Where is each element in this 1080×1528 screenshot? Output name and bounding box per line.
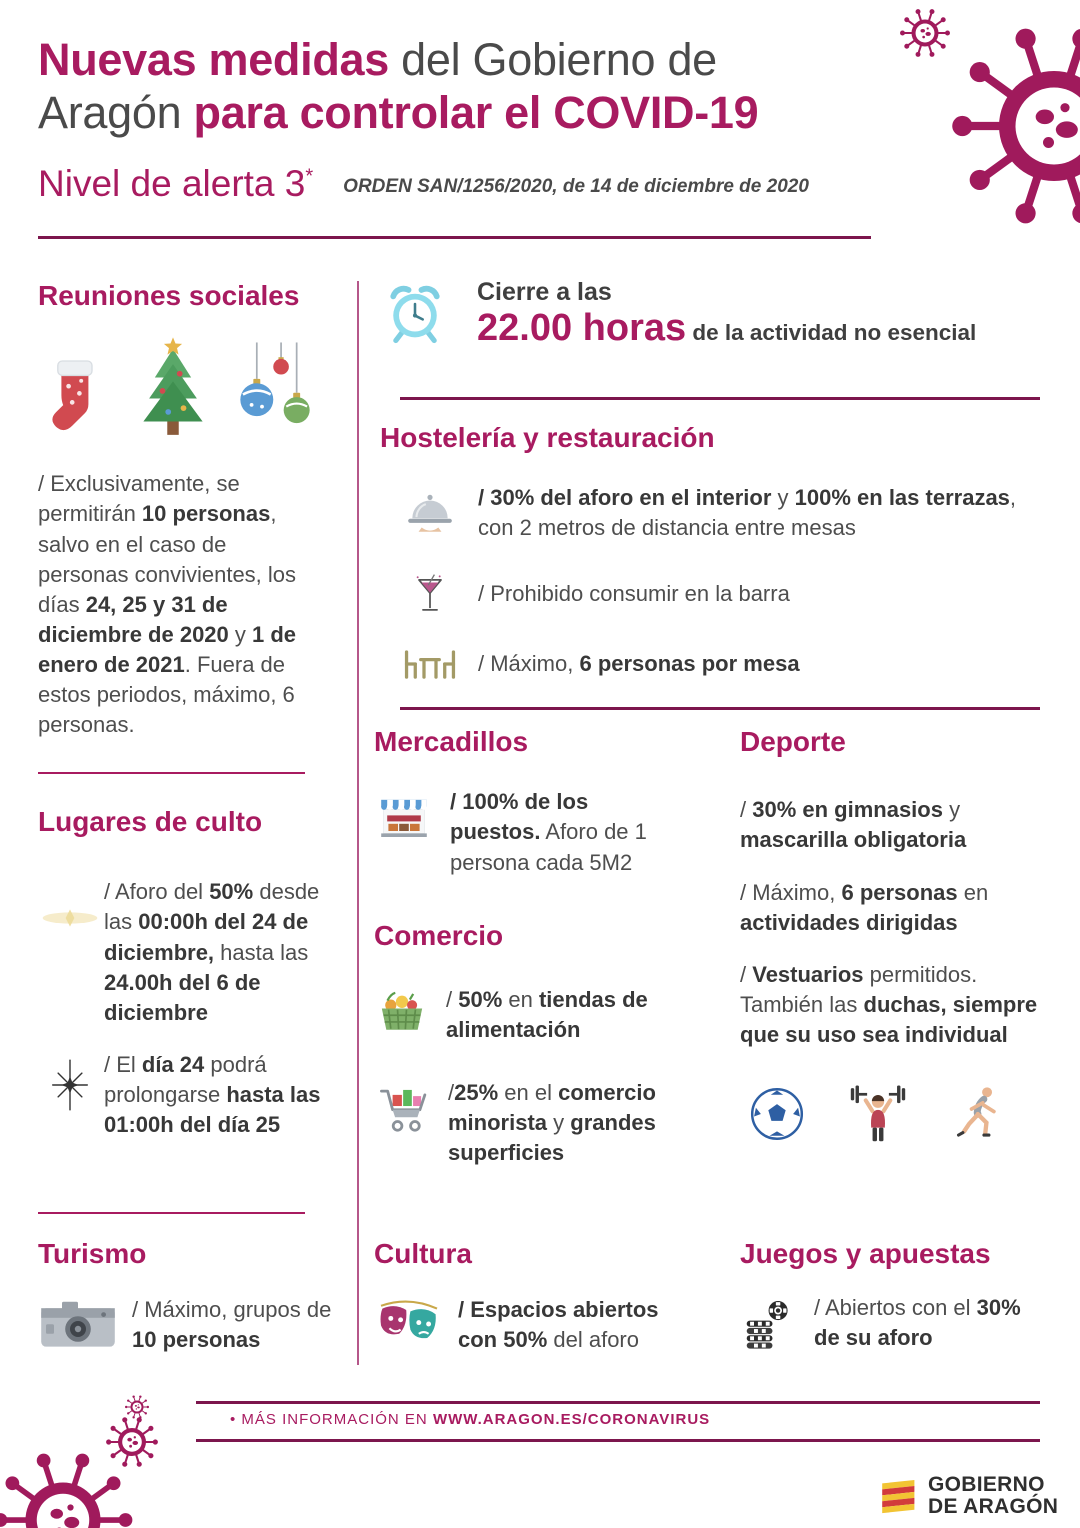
section-hosteleria [380, 422, 1042, 704]
section-title: Deporte [740, 726, 846, 757]
vertical-divider [357, 281, 359, 1365]
reuniones-text: / Exclusivamente, se permitirán 10 personas, salvo en el caso de personas convivientes, los días 24, 25 y 31 de diciembre de 2020 y 1 de enero de 2021. Fuera de estos periodos, máximo, 6 personas. [38, 471, 297, 738]
shopping-cart-icon [374, 1078, 436, 1144]
gobierno-aragon-text: GOBIERNO DE ARAGÓN [928, 1473, 1059, 1518]
section-title: Reuniones sociales [38, 280, 300, 311]
closing-line1: Cierre a las [477, 278, 612, 306]
juegos-text: / Abiertos con el 30% de su aforo [814, 1295, 1021, 1351]
christmas-tree-icon [130, 335, 216, 443]
food-basket-icon [374, 985, 430, 1041]
cloche-icon [401, 487, 459, 539]
closing-time-banner [383, 278, 1043, 350]
icon-column [38, 905, 102, 931]
hosteleria-aforo-text: / 30% del aforo en el interior y 100% en las terrazas, con 2 metros de distancia entre mesas [478, 485, 1017, 541]
virus-icon [944, 16, 1080, 236]
table-chairs-icon [400, 644, 460, 684]
virus-icon [898, 6, 952, 60]
title-line2: Aragón para controlar el COVID-19 [38, 86, 759, 138]
stocking-icon [38, 351, 110, 443]
icon-column [400, 487, 460, 539]
section-deporte [740, 726, 1046, 1148]
juegos-item [740, 1293, 1064, 1355]
comercio-item-alimentacion [374, 985, 712, 1045]
theater-masks-icon [374, 1295, 444, 1353]
culto-item-dia24 [38, 1050, 346, 1140]
footer-divider-bottom [196, 1439, 1040, 1442]
section-title: Turismo [38, 1238, 147, 1269]
icon-column [400, 644, 460, 684]
section-reuniones-sociales [38, 280, 330, 740]
weightlifter-icon [844, 1080, 912, 1148]
comercio-alimentacion-text: / 50% en tiendas de alimentación [446, 987, 648, 1043]
section-juegos-apuestas [740, 1238, 1064, 1355]
hosteleria-item-aforo [400, 483, 1042, 543]
gobierno-aragon-logo [878, 1474, 1058, 1518]
cultura-text: / Espacios abiertos con 50% del aforo [458, 1297, 659, 1353]
virus-icon [124, 1394, 150, 1420]
cultura-item [374, 1295, 712, 1355]
section-turismo [38, 1238, 363, 1356]
footer-link[interactable]: WWW.ARAGON.ES/CORONAVIRUS [432, 1411, 711, 1428]
divider [400, 397, 1040, 400]
alert-level: Nivel de alerta 3* [38, 163, 314, 205]
hosteleria-item-mesa [400, 644, 1042, 684]
section-comercio [374, 920, 712, 1168]
cocktail-icon [408, 564, 452, 624]
closing-line2: 22.00 horas de la actividad no esencial [477, 307, 977, 349]
market-stall-icon [374, 787, 434, 851]
header-divider [38, 236, 871, 239]
alarm-clock-icon [383, 278, 447, 348]
deporte-gimnasios-text: / 30% en gimnasios y mascarilla obligatoria [740, 797, 967, 853]
section-mercadillos [374, 726, 692, 878]
alert-level-row [38, 163, 908, 205]
deporte-vestuarios-text: / Vestuarios permitidos. También las duchas, siempre que su uso sea individual [740, 961, 1038, 1048]
divider [38, 1212, 305, 1214]
section-title: Hostelería y restauración [380, 422, 715, 453]
footer-info [230, 1411, 710, 1428]
section-title: Lugares de culto [38, 806, 263, 837]
title-line1: Nuevas medidas del Gobierno de [38, 34, 717, 85]
comercio-item-minorista [374, 1078, 712, 1168]
deporte-actividades-text: / Máximo, 6 personas en actividades dirigidas [740, 879, 989, 935]
comercio-minorista-text: /25% en el comercio minorista y grandes superficies [448, 1079, 656, 1165]
section-title: Cultura [374, 1238, 472, 1269]
icon-column [400, 564, 460, 624]
virus-icon [104, 1414, 160, 1470]
section-title: Mercadillos [374, 726, 529, 757]
hosteleria-item-barra [400, 564, 1042, 624]
turismo-item [38, 1295, 363, 1355]
turismo-text: / Máximo, grupos de 10 personas [132, 1297, 332, 1353]
culto-dia24-text: / El día 24 podrá prolongarse hasta las 01:00h del día 25 [104, 1051, 321, 1138]
sport-icons [740, 1080, 1046, 1148]
runner-icon [948, 1080, 1010, 1148]
closing-text [477, 278, 976, 350]
divider [400, 707, 1040, 710]
aragon-flag-icon [878, 1474, 920, 1518]
hosteleria-barra-text: / Prohibido consumir en la barra [478, 580, 790, 606]
page-title [38, 34, 908, 139]
order-reference: ORDEN SAN/1256/2020, de 14 de diciembre de 2020 [343, 176, 809, 198]
soccer-ball-icon [746, 1083, 808, 1145]
hosteleria-mesa-text: / Máximo, 6 personas por mesa [478, 650, 800, 676]
section-title: Comercio [374, 920, 504, 951]
poker-chips-icon [740, 1293, 796, 1355]
mercadillos-text: / 100% de los puestos. Aforo de 1 persona cada 5M2 [450, 789, 647, 875]
section-lugares-de-culto [38, 806, 346, 1140]
culto-item-aforo [38, 877, 346, 1028]
icon-column [38, 1058, 102, 1112]
section-title: Juegos y apuestas [740, 1238, 991, 1269]
closing-time: 22.00 horas [477, 307, 687, 349]
ornaments-icon [236, 339, 314, 443]
christmas-icons [38, 333, 330, 443]
glow-icon [39, 905, 101, 931]
header [38, 34, 908, 205]
section-cultura [374, 1238, 712, 1356]
culto-aforo-text: / Aforo del 50% desde las 00:00h del 24 de diciembre, hasta las 24.00h del 6 de diciembre [104, 879, 320, 1025]
footer-divider-top [196, 1401, 1040, 1404]
star-icon [43, 1058, 97, 1112]
mercadillos-item [374, 787, 692, 877]
camera-icon [38, 1297, 118, 1353]
divider [38, 772, 305, 774]
footer-info-text: • MÁS INFORMACIÓN EN [230, 1411, 433, 1428]
